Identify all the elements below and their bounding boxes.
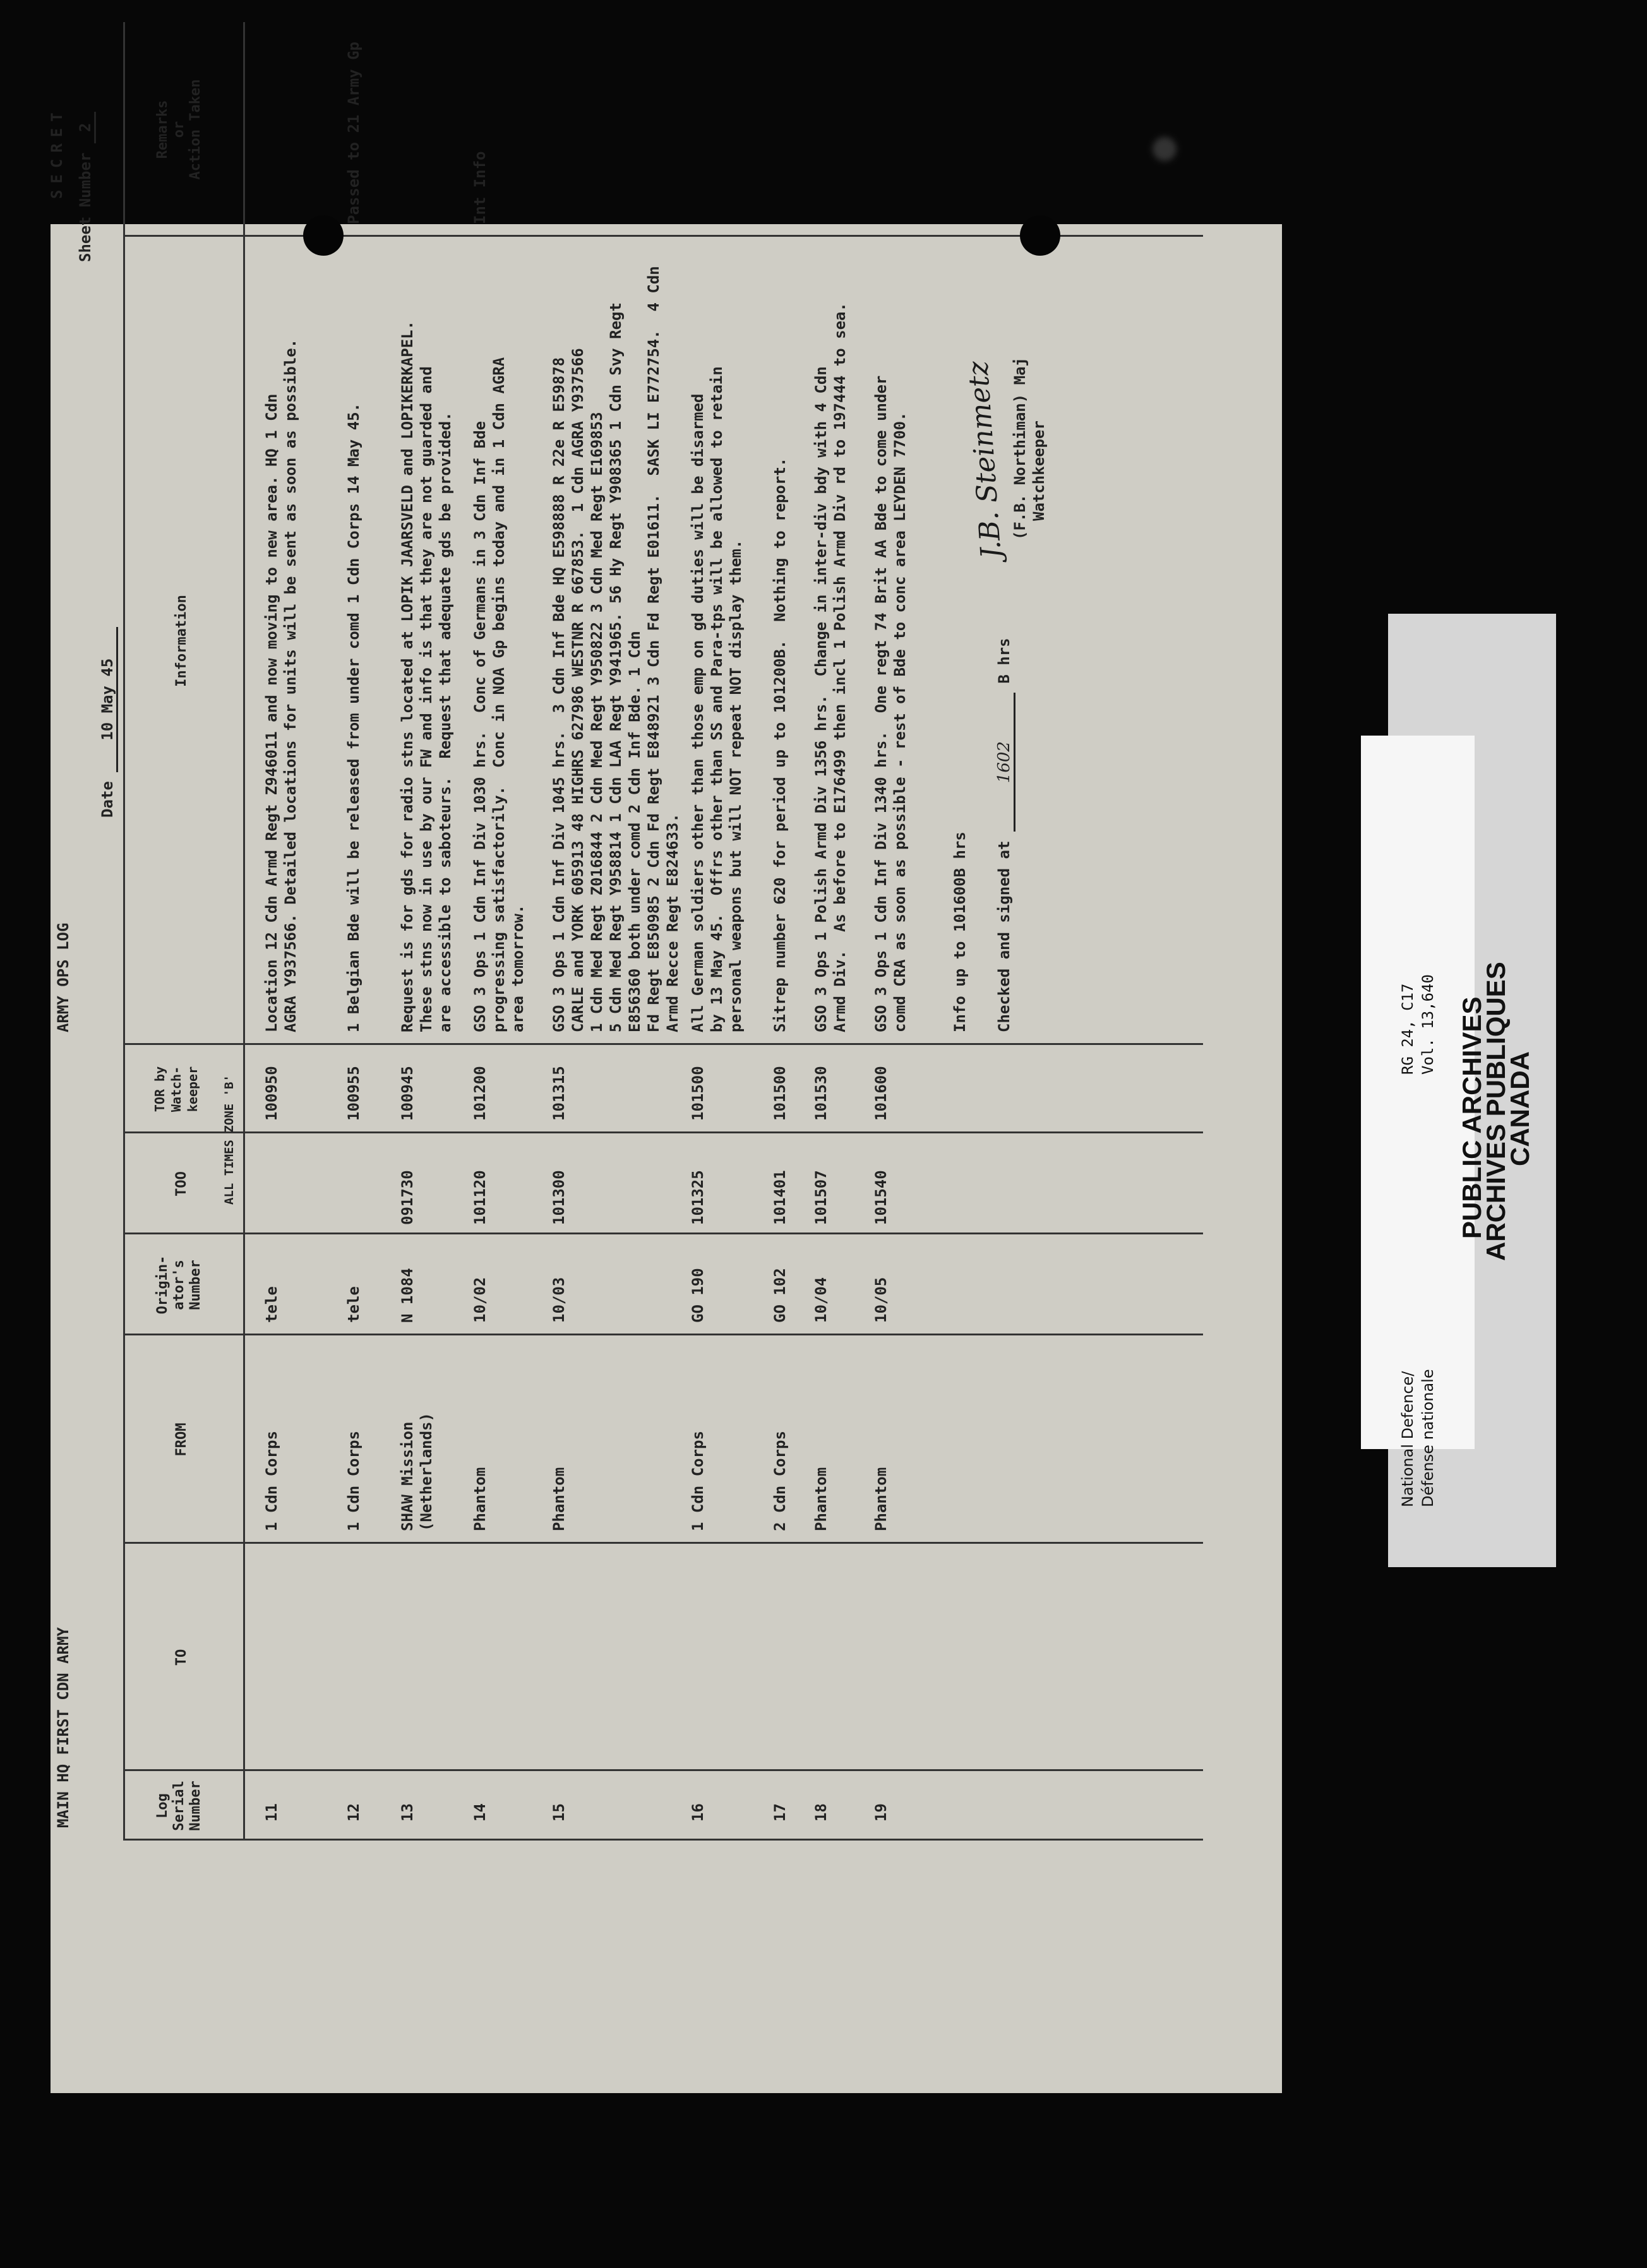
punch-hole	[1020, 215, 1060, 256]
col-header-serial: Log Serial Number	[155, 1781, 203, 1831]
tor-cell: 101315	[550, 1066, 568, 1121]
stamp-archives-fr: ARCHIVES PUBLIQUES	[1481, 962, 1511, 1261]
information-cell: 1 Belgian Bde will be released from under comd 1 Cdn Corps 14 May 45.	[345, 403, 362, 1032]
tor-cell: 101500	[771, 1066, 789, 1121]
log-title: ARMY OPS LOG	[54, 922, 72, 1032]
col-rule	[123, 1334, 1203, 1335]
sheet-number-label	[76, 112, 95, 262]
serial-cell: 17	[771, 1803, 789, 1822]
col-header-tor: TOR by Watch- keeper	[152, 1066, 200, 1113]
stamp-ref-2: Vol. 13,640	[1419, 974, 1437, 1075]
too-cell: 101507	[812, 1170, 830, 1225]
too-cell: 101540	[872, 1170, 890, 1225]
originator-cell: 10/05	[872, 1277, 890, 1323]
date-label: Date	[99, 781, 116, 818]
tor-cell: 101500	[689, 1066, 707, 1121]
serial-cell: 14	[471, 1803, 489, 1822]
signer-role: Watchkeeper	[1030, 421, 1048, 521]
checked-suffix: B hrs	[995, 638, 1013, 684]
information-cell: Request is for gds for radio stns located at LOPIK JAARSVELD and LOPIKERKAPEL. These stns now in use by our FW and info is that they are not guarded and are accessible to saboteurs. Request that adequate gds be provided.	[398, 320, 454, 1032]
remarks-cell: Passed to 21 Army Gp	[345, 42, 362, 224]
table-top-rule	[123, 22, 125, 1841]
checked-time: 1602	[995, 693, 1015, 832]
tor-cell: 101530	[812, 1066, 830, 1121]
too-cell: 101325	[689, 1170, 707, 1225]
information-cell: GSO 3 Ops 1 Cdn Inf Div 1045 hrs. 3 Cdn Inf Bde HQ E598888 R 22e R E59878 CARLE and YORK 605913 48 HIGHRS 627986 WESTNR R 667853. 1 Cdn AGRA Y937566 1 Cdn Med Regt Z016844 2 Cdn Med Regt Y950822 3 Cdn Med Regt E169853 5 Cdn Med Regt Y958814 1 Cdn LAA Regt Y941965. 56 Hy Regt Y908365 1 Cdn Svy Regt E856360 both under comd 2 Cdn Inf Bde. 1 Cdn Fd Regt E850985 2 Cdn Fd Regt E848921 3 Cdn Fd Regt E01611. SASK LI E772754. 4 Cdn Armd Recce Regt E824633.	[550, 266, 681, 1032]
sheet-label-text: Sheet Number	[76, 152, 94, 262]
archive-text-rotated	[1361, 614, 1535, 1567]
secret-marking: SECRET	[48, 106, 66, 199]
stamp-archives-en: PUBLIC ARCHIVES	[1457, 996, 1487, 1239]
serial-cell: 19	[872, 1803, 890, 1822]
signer-name: (F.B. Northiman) Maj	[1011, 357, 1029, 540]
date-field	[98, 627, 117, 818]
unit-heading: MAIN HQ FIRST CDN ARMY	[54, 1627, 72, 1828]
checked-signed-line	[995, 638, 1015, 1032]
army-ops-log	[28, 22, 1203, 1841]
sheet-number-value: 2	[76, 112, 96, 143]
originator-cell: tele	[263, 1286, 280, 1323]
from-cell: 1 Cdn Corps	[263, 1431, 280, 1531]
from-cell: SHAW Mission (Netherlands)	[398, 1412, 435, 1531]
tor-cell: 100955	[345, 1066, 362, 1121]
information-cell: All German soldiers other than those emp on gd duties will be disarmed by 13 May 45. Offrs other than SS and Para-tps will be allowed to retain personal weapons but will NOT repeat NOT display them.	[689, 366, 745, 1032]
originator-cell: GO 190	[689, 1268, 707, 1323]
originator-cell: GO 102	[771, 1268, 789, 1323]
from-cell: 1 Cdn Corps	[345, 1431, 362, 1531]
from-cell: Phantom	[471, 1467, 489, 1531]
serial-cell: 18	[812, 1803, 830, 1822]
info-up-to: Info up to 101600B hrs	[951, 832, 969, 1032]
signature: J.B. Steinmetz	[962, 360, 1008, 560]
col-header-too: TOO	[174, 1171, 189, 1197]
too-cell: 101300	[550, 1170, 568, 1225]
originator-cell: 10/02	[471, 1277, 489, 1323]
originator-cell: tele	[345, 1286, 362, 1323]
stamp-ref-1: RG 24, C17	[1399, 983, 1416, 1075]
originator-cell: N 1084	[398, 1268, 416, 1323]
from-cell: 2 Cdn Corps	[771, 1431, 789, 1531]
serial-cell: 12	[345, 1803, 362, 1822]
col-rule	[123, 1769, 1203, 1771]
times-zone-note: ALL TIMES ZONE 'B'	[222, 1075, 236, 1205]
serial-cell: 11	[263, 1803, 280, 1822]
table-left-rule	[123, 1839, 1203, 1841]
originator-cell: 10/04	[812, 1277, 830, 1323]
col-header-remarks: Remarks or Action Taken	[155, 79, 203, 180]
checked-prefix: Checked and signed at	[995, 840, 1013, 1032]
col-header-from: FROM	[174, 1423, 189, 1457]
tor-cell: 101200	[471, 1066, 489, 1121]
tor-cell: 100950	[263, 1066, 280, 1121]
from-cell: Phantom	[812, 1467, 830, 1531]
information-cell: GSO 3 Ops 1 Polish Armd Div 1356 hrs. Change in inter-div bdy with 4 Cdn Armd Div. As before to E176499 then incl 1 Polish Armd Div rd to 197444 to sea.	[812, 302, 849, 1032]
serial-cell: 13	[398, 1803, 416, 1822]
stamp-line-2: Défense nationale	[1419, 1369, 1437, 1507]
col-rule	[123, 1043, 1203, 1045]
col-header-to: TO	[174, 1649, 189, 1666]
remarks-cell: Int Info	[471, 151, 489, 224]
tor-cell: 101600	[872, 1066, 890, 1121]
too-cell: 091730	[398, 1170, 416, 1225]
archive-text-area	[1361, 614, 1557, 1567]
too-cell: 101120	[471, 1170, 489, 1225]
serial-cell: 15	[550, 1803, 568, 1822]
information-cell: Sitrep number 620 for period up to 101200B. Nothing to report.	[771, 457, 789, 1032]
information-cell: GSO 3 Ops 1 Cdn Inf Div 1340 hrs. One regt 74 Brit AA Bde to come under comd CRA as soon as possible - rest of Bde to conc area LEYDEN 7700.	[872, 375, 909, 1032]
date-value: 10 May 45	[99, 627, 118, 772]
col-rule	[123, 1131, 1203, 1133]
stamp-archives-country: CANADA	[1505, 1051, 1535, 1166]
col-rule	[123, 1232, 1203, 1234]
col-rule	[123, 1542, 1203, 1544]
information-cell: Location 12 Cdn Armd Regt Z946011 and now moving to new area. HQ 1 Cdn AGRA Y937566. Detailed locations for units will be sent as soon as possible.	[263, 338, 299, 1032]
from-cell: Phantom	[872, 1467, 890, 1531]
ink-smudge	[1153, 137, 1177, 161]
col-header-information: Information	[174, 595, 189, 687]
serial-cell: 16	[689, 1803, 707, 1822]
stamp-line-1: National Defence/	[1399, 1371, 1416, 1507]
from-cell: Phantom	[550, 1467, 568, 1531]
too-cell: 101401	[771, 1170, 789, 1225]
tor-cell: 100945	[398, 1066, 416, 1121]
from-cell: 1 Cdn Corps	[689, 1431, 707, 1531]
information-cell: GSO 3 Ops 1 Cdn Inf Div 1030 hrs. Conc of Germans in 3 Cdn Inf Bde progressing satisfactorily. Conc in NOA Gp begins today and in 1 Cdn AGRA area tomorrow.	[471, 357, 527, 1032]
header-rule	[243, 22, 245, 1841]
punch-hole	[303, 215, 344, 256]
col-header-originator: Origin- ator's Number	[155, 1255, 203, 1315]
originator-cell: 10/03	[550, 1277, 568, 1323]
